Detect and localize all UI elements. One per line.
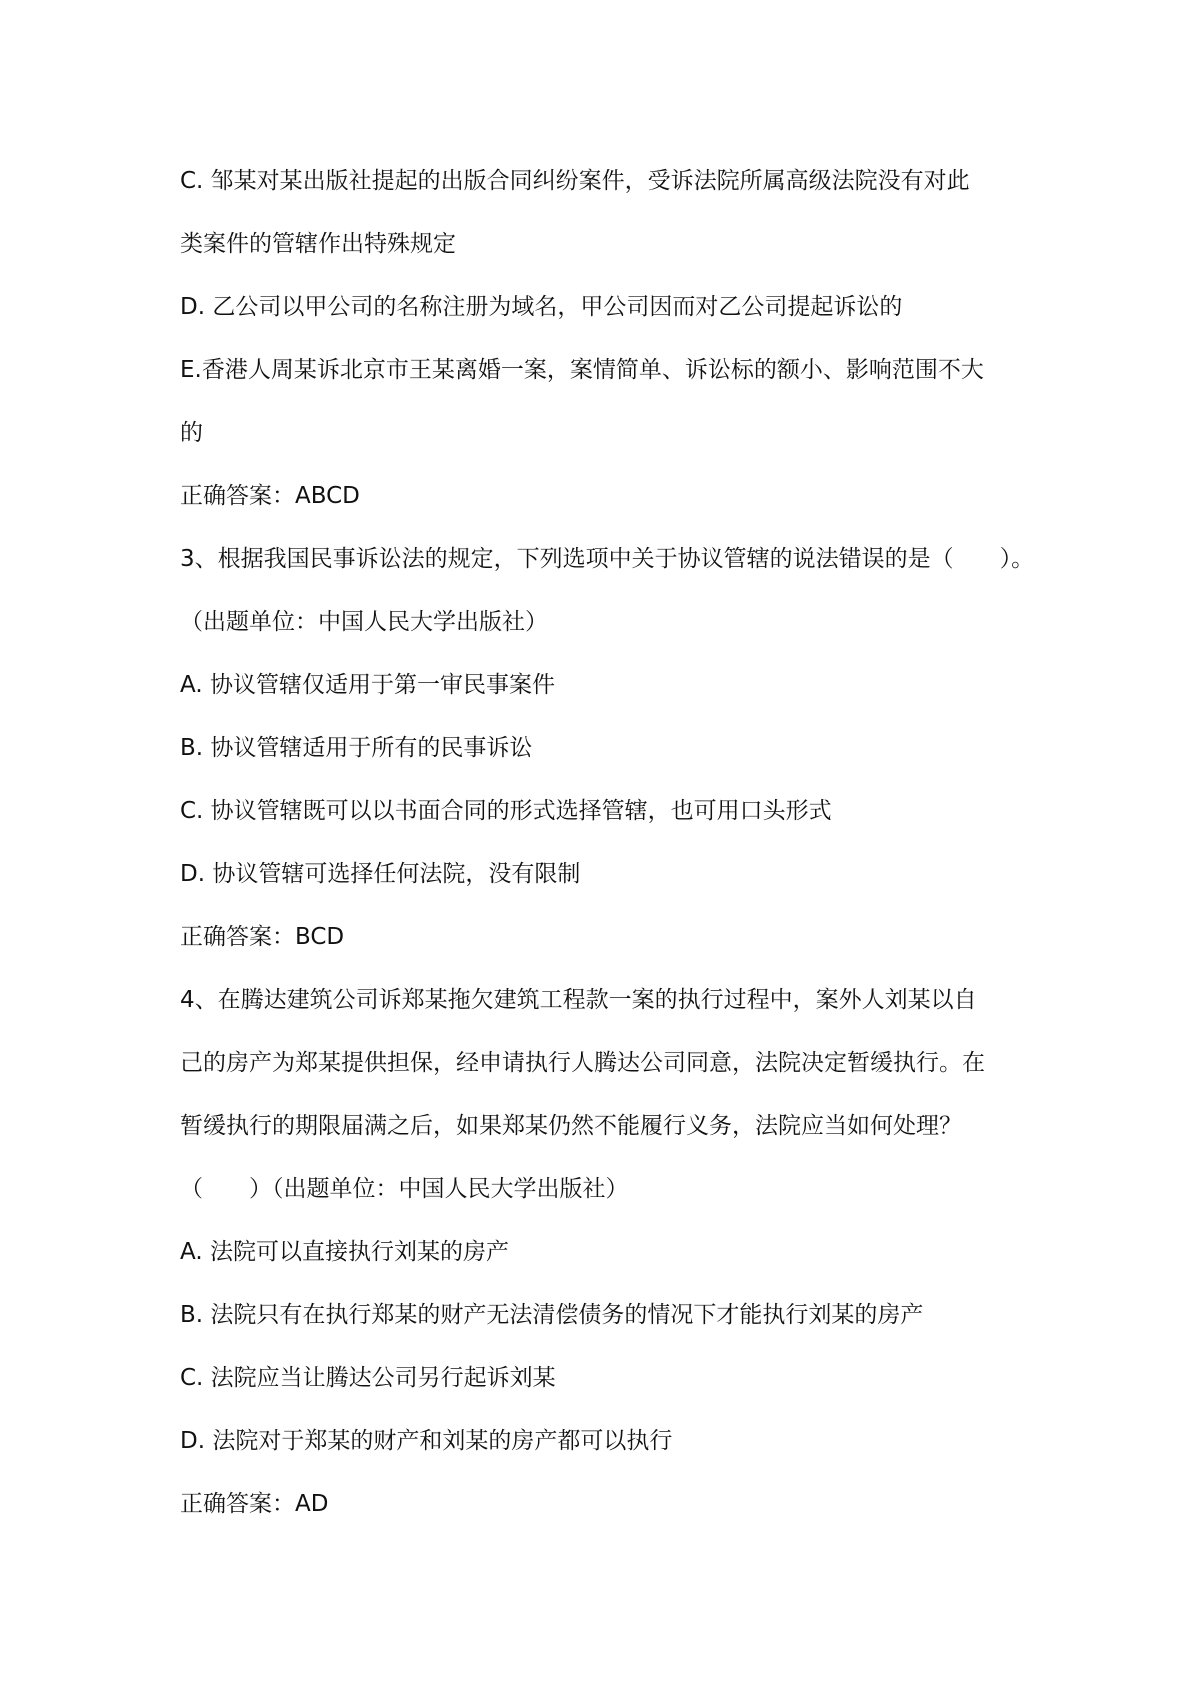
question-4-stem-line-3: 暂缓执行的期限届满之后，如果郑某仍然不能履行义务，法院应当如何处理？ xyxy=(180,1113,962,1139)
question-3-source: （出题单位：中国人民大学出版社） xyxy=(180,609,548,635)
question-4-stem-line-2: 己的房产为郑某提供担保，经申请执行人腾达公司同意，法院决定暂缓执行。在 xyxy=(180,1050,985,1076)
question-3-stem: 3、根据我国民事诉讼法的规定，下列选项中关于协议管辖的说法错误的是（ ）。 xyxy=(180,546,1035,572)
question-3-option-d: D. 协议管辖可选择任何法院，没有限制 xyxy=(180,861,581,887)
question-3-answer: 正确答案：BCD xyxy=(180,924,345,950)
question-2-option-e-line-1: E.香港人周某诉北京市王某离婚一案，案情简单、诉讼标的额小、影响范围不大 xyxy=(180,357,984,383)
question-4-option-d: D. 法院对于郑某的财产和刘某的房产都可以执行 xyxy=(180,1428,673,1454)
question-4-source: （ ）（出题单位：中国人民大学出版社） xyxy=(180,1176,629,1202)
question-2-option-c-line-2: 类案件的管辖作出特殊规定 xyxy=(180,231,456,257)
question-4-answer: 正确答案：AD xyxy=(180,1491,329,1517)
question-2-option-e-line-2: 的 xyxy=(180,420,203,446)
question-2-answer: 正确答案：ABCD xyxy=(180,483,360,509)
question-3-option-a: A. 协议管辖仅适用于第一审民事案件 xyxy=(180,672,555,698)
page-body xyxy=(180,150,1040,1536)
question-4-option-b: B. 法院只有在执行郑某的财产无法清偿债务的情况下才能执行刘某的房产 xyxy=(180,1302,924,1328)
question-4-option-a: A. 法院可以直接执行刘某的房产 xyxy=(180,1239,509,1265)
question-2-option-d: D. 乙公司以甲公司的名称注册为域名，甲公司因而对乙公司提起诉讼的 xyxy=(180,294,903,320)
question-2-option-c-line-1: C. 邹某对某出版社提起的出版合同纠纷案件，受诉法院所属高级法院没有对此 xyxy=(180,168,970,194)
question-4-option-c: C. 法院应当让腾达公司另行起诉刘某 xyxy=(180,1365,556,1391)
question-3-option-c: C. 协议管辖既可以以书面合同的形式选择管辖，也可用口头形式 xyxy=(180,798,832,824)
question-4-stem-line-1: 4、在腾达建筑公司诉郑某拖欠建筑工程款一案的执行过程中，案外人刘某以自 xyxy=(180,987,977,1013)
question-3-option-b: B. 协议管辖适用于所有的民事诉讼 xyxy=(180,735,533,761)
